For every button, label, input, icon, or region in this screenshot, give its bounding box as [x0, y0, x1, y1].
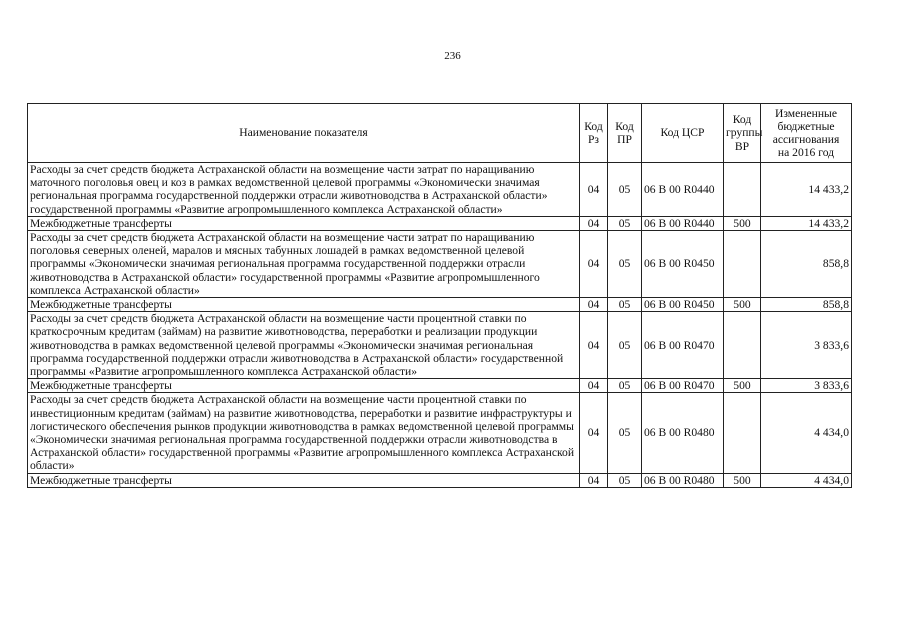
table-header-row [28, 104, 852, 163]
row-name: Расходы за счет средств бюджета Астраханской области на возмещение части затрат по наращиванию маточного поголовья овец и коз в рамках ведомственной целевой программы «Экономически значимая региональная программа государственной поддержки отрасли животноводства в Астраханской области» государственной программы «Развитие агропромышленного комплекса Астраханской области» [28, 163, 580, 217]
row-vr [724, 163, 761, 217]
row-rz: 04 [580, 231, 608, 298]
header-pr-line: Код [615, 119, 634, 133]
header-csr: Код ЦСР [642, 104, 724, 163]
header-rz-line: Рз [587, 133, 600, 146]
row-vr [724, 231, 761, 298]
header-vr-line: группы [726, 126, 763, 140]
row-vr: 500 [724, 298, 761, 312]
row-csr: 06 В 00 R0450 [642, 298, 724, 312]
row-pr: 05 [608, 473, 642, 487]
row-pr: 05 [608, 393, 642, 473]
row-csr: 06 В 00 R0440 [642, 216, 724, 230]
row-rz: 04 [580, 312, 608, 379]
row-amount: 3 833,6 [761, 379, 852, 393]
table-row [28, 163, 852, 217]
row-amount: 14 433,2 [761, 216, 852, 230]
row-pr: 05 [608, 298, 642, 312]
row-amount: 14 433,2 [761, 163, 852, 217]
page-number: 236 [444, 50, 461, 62]
header-rz [580, 104, 608, 163]
table-row [28, 379, 852, 393]
row-rz: 04 [580, 393, 608, 473]
row-rz: 04 [580, 298, 608, 312]
row-amount: 4 434,0 [761, 473, 852, 487]
row-csr: 06 В 00 R0470 [642, 312, 724, 379]
budget-table [27, 103, 852, 488]
header-rz-line: Код [584, 119, 603, 133]
header-vr [724, 104, 761, 163]
row-amount: 4 434,0 [761, 393, 852, 473]
row-vr [724, 393, 761, 473]
header-amount [761, 104, 852, 163]
row-amount: 858,8 [761, 231, 852, 298]
row-name: Межбюджетные трансферты [28, 473, 580, 487]
row-name: Межбюджетные трансферты [28, 216, 580, 230]
row-vr [724, 312, 761, 379]
row-pr: 05 [608, 216, 642, 230]
row-amount: 858,8 [761, 298, 852, 312]
row-pr: 05 [608, 379, 642, 393]
row-rz: 04 [580, 163, 608, 217]
header-vr-line: ВР [734, 139, 750, 153]
row-pr: 05 [608, 312, 642, 379]
row-pr: 05 [608, 231, 642, 298]
table-row [28, 393, 852, 473]
row-amount: 3 833,6 [761, 312, 852, 379]
table-row [28, 473, 852, 487]
row-name: Межбюджетные трансферты [28, 379, 580, 393]
row-name: Расходы за счет средств бюджета Астраханской области на возмещение части процентной ставки по инвестиционным кредитам (займам) на развитие животноводства, переработки и развитие инфраструктуры и логистического обеспечения рынков продукции животноводства в рамках ведомственной целевой программы «Экономически значимая региональная программа государственной поддержки отрасли животноводства в Астраханской области» государственной программы «Развитие агропромышленного комплекса Астраханской области» [28, 393, 580, 473]
header-pr [608, 104, 642, 163]
row-name: Межбюджетные трансферты [28, 298, 580, 312]
row-rz: 04 [580, 473, 608, 487]
row-vr: 500 [724, 379, 761, 393]
row-vr: 500 [724, 473, 761, 487]
header-name: Наименование показателя [28, 104, 580, 163]
header-amount-line: Измененные [775, 106, 837, 120]
row-name: Расходы за счет средств бюджета Астраханской области на возмещение части затрат по наращиванию поголовья северных оленей, маралов и мясных табунных лошадей в рамках ведомственной целевой программы «Экономически значимая региональная программа государственной поддержки отрасли животноводства в Астраханской области» государственной программы «Развитие агропромышленного комплекса Астраханской области» [28, 231, 580, 298]
row-rz: 04 [580, 216, 608, 230]
row-csr: 06 В 00 R0440 [642, 163, 724, 217]
row-csr: 06 В 00 R0480 [642, 393, 724, 473]
header-amount-line: ассигнования [772, 133, 840, 146]
row-csr: 06 В 00 R0470 [642, 379, 724, 393]
row-pr: 05 [608, 163, 642, 217]
header-vr-line: Код [732, 113, 752, 127]
header-amount-line: на 2016 год [777, 146, 835, 160]
header-pr-line: ПР [617, 133, 632, 146]
row-csr: 06 В 00 R0480 [642, 473, 724, 487]
row-name: Расходы за счет средств бюджета Астраханской области на возмещение части процентной ставки по краткосрочным кредитам (займам) на развитие животноводства, переработки и реализации продукции животноводства в рамках ведомственной целевой программы «Экономически значимая региональная программа государственной поддержки отрасли животноводства в Астраханской области» государственной программы «Развитие агропромышленного комплекса Астраханской области» [28, 312, 580, 379]
table-row [28, 298, 852, 312]
header-amount-line: бюджетные [777, 119, 835, 133]
table-row [28, 231, 852, 298]
table-row [28, 312, 852, 379]
row-rz: 04 [580, 379, 608, 393]
row-vr: 500 [724, 216, 761, 230]
table-row [28, 216, 852, 230]
row-csr: 06 В 00 R0450 [642, 231, 724, 298]
